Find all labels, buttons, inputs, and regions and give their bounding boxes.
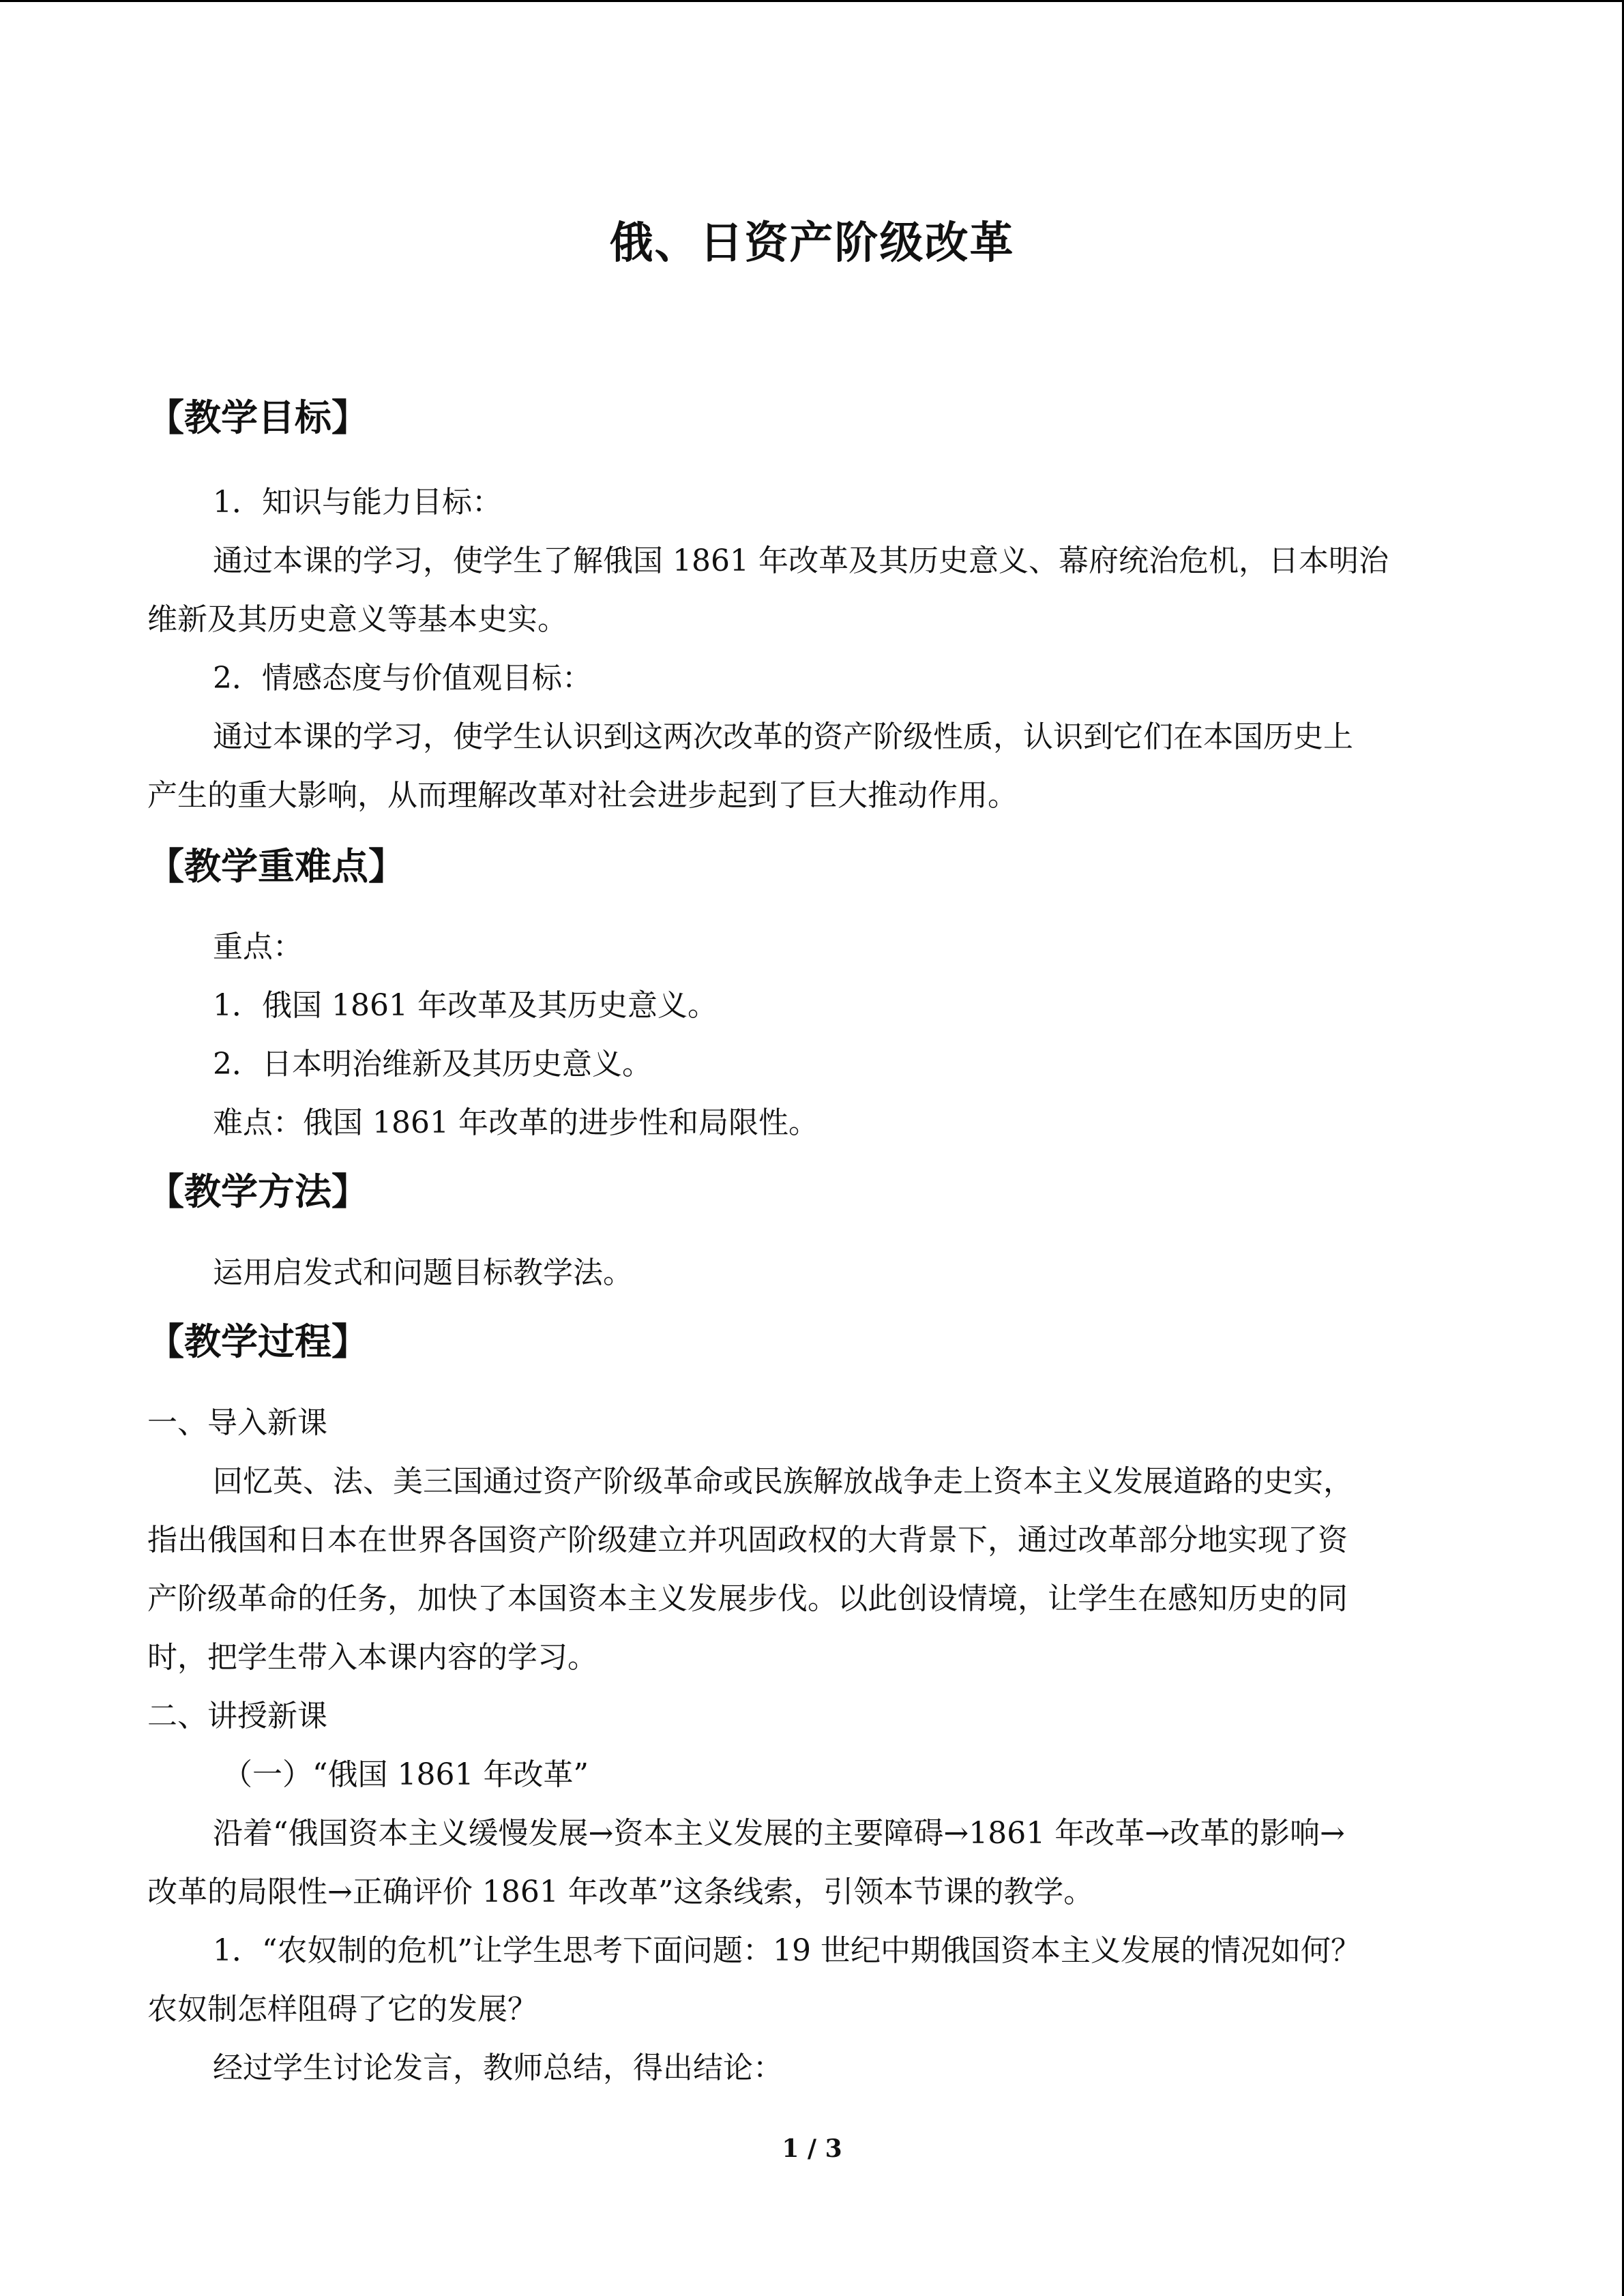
process-line: 回忆英、法、美三国通过资产阶级革命或民族解放战争走上资本主义发展道路的史实， xyxy=(213,1464,1353,1499)
key-points-line: 重点： xyxy=(213,929,303,964)
objectives-line: 产生的重大影响，从而理解改革对社会进步起到了巨大推动作用。 xyxy=(147,778,1018,813)
objectives-line: 2．情感态度与价值观目标： xyxy=(213,661,592,696)
key-points-line: 2．日本明治维新及其历史意义。 xyxy=(213,1047,652,1082)
process-line: 一、导入新课 xyxy=(147,1405,327,1440)
process-line: 经过学生讨论发言，教师总结，得出结论： xyxy=(213,2051,783,2085)
key-points-line: 1．俄国 1861 年改革及其历史意义。 xyxy=(213,988,718,1023)
methods-line: 运用启发式和问题目标教学法。 xyxy=(213,1255,633,1290)
page-number: 1 / 3 xyxy=(782,2134,842,2163)
process-line: 1．“农奴制的危机”让学生思考下面问题：19 世纪中期俄国资本主义发展的情况如何？ xyxy=(213,1933,1361,1968)
process-line: 指出俄国和日本在世界各国资产阶级建立并巩固政权的大背景下，通过改革部分地实现了资 xyxy=(147,1523,1348,1557)
process-line: 产阶级革命的任务，加快了本国资本主义发展步伐。以此创设情境，让学生在感知历史的同 xyxy=(147,1581,1348,1616)
process-line: （一）“俄国 1861 年改革” xyxy=(222,1757,589,1792)
section-heading-key-points: 【教学重难点】 xyxy=(147,845,405,888)
objectives-line: 通过本课的学习，使学生了解俄国 1861 年改革及其历史意义、幕府统治危机，日本明治 xyxy=(213,543,1389,578)
objectives-line: 维新及其历史意义等基本史实。 xyxy=(147,602,567,637)
section-heading-objectives: 【教学目标】 xyxy=(147,396,368,439)
objectives-line: 1．知识与能力目标： xyxy=(213,485,502,520)
process-line: 改革的局限性→正确评价 1861 年改革”这条线索，引领本节课的教学。 xyxy=(147,1875,1094,1909)
section-heading-process: 【教学过程】 xyxy=(147,1320,368,1363)
document-title: 俄、日资产阶级改革 xyxy=(609,218,1015,269)
process-line: 时，把学生带入本课内容的学习。 xyxy=(147,1640,597,1675)
page-border-top xyxy=(0,0,1624,2)
process-line: 农奴制怎样阻碍了它的发展？ xyxy=(147,1992,537,2027)
process-line: 沿着“俄国资本主义缓慢发展→资本主义发展的主要障碍→1861 年改革→改革的影响→ xyxy=(213,1816,1345,1851)
key-points-line: 难点：俄国 1861 年改革的进步性和局限性。 xyxy=(213,1105,818,1140)
objectives-line: 通过本课的学习，使学生认识到这两次改革的资产阶级性质，认识到它们在本国历史上 xyxy=(213,719,1353,754)
section-heading-methods: 【教学方法】 xyxy=(147,1170,368,1213)
process-line: 二、讲授新课 xyxy=(147,1699,327,1733)
